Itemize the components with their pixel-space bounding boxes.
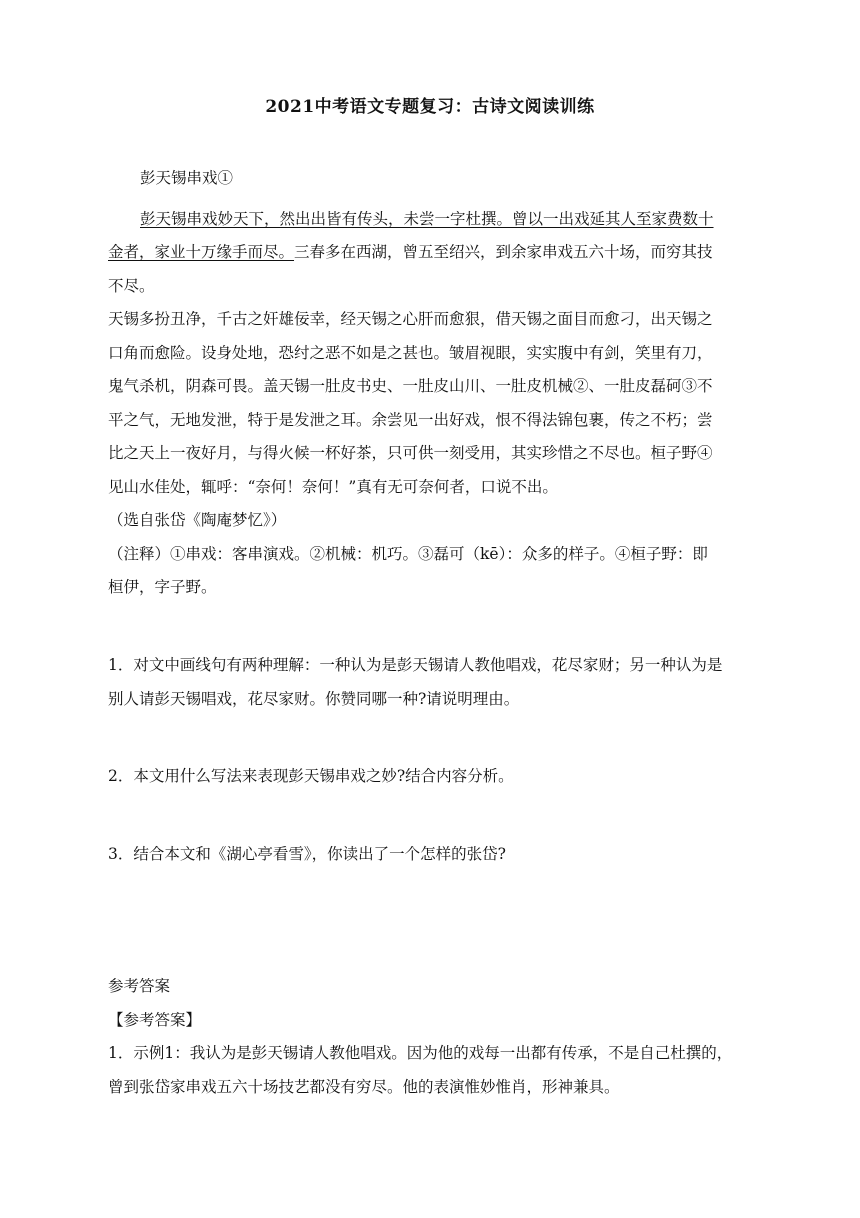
question-2: 2．本文用什么写法来表现彭天锡串戏之妙?结合内容分析。: [108, 767, 514, 785]
underlined-sentence-part1: 彭天锡串戏妙天下，然出出皆有传头，未尝一字杜撰。曾以一出戏延其人至家费数十: [140, 210, 714, 228]
passage-p1-line2: [108, 242, 768, 262]
passage-p2-line: 口角而愈险。设身处地，恐纣之恶不如是之甚也。皱眉视眼，实实腹中有剑，笑里有刀，: [108, 344, 713, 362]
passage-source: （选自张岱《陶庵梦忆》）: [108, 511, 287, 529]
passage-p2-line: 见山水佳处，辄呼：“奈何！奈何！”真有无可奈何者，口说不出。: [108, 478, 558, 496]
question-1-line: 别人请彭天锡唱戏，花尽家财。你赞同哪一种?请说明理由。: [108, 690, 520, 708]
passage-notes-line: （注释）①串戏：客串演戏。②机械：机巧。③磊可（kē）：众多的样子。④桓子野：即: [108, 545, 708, 563]
question-1-line: 1．对文中画线句有两种理解：一种认为是彭天锡请人教他唱戏，花尽家财；另一种认为是: [108, 656, 723, 674]
document-title: 2021中考语文专题复习：古诗文阅读训练: [265, 97, 595, 117]
passage-p2-line: 比之天上一夜好月，与得火候一杯好茶，只可供一刻受用，其实珍惜之不尽也。桓子野④: [108, 444, 713, 462]
passage-p1-line2-rest: 三春多在西湖，曾五至绍兴，到余家串戏五六十场，而穷其技: [294, 243, 713, 261]
passage-p1-line1: [140, 209, 800, 229]
passage-heading: 彭天锡串戏①: [140, 169, 234, 187]
passage-p2-line: 鬼气杀机，阴森可畏。盖天锡一肚皮书史、一肚皮山川、一肚皮机械②、一肚皮磊砢③不: [108, 377, 713, 395]
passage-notes-line: 桓伊，字子野。: [108, 578, 217, 596]
underlined-sentence-part2: 金者，家业十万缘手而尽。: [108, 243, 295, 261]
answers-bracket-title: 【参考答案】: [108, 1011, 202, 1029]
answer-1-line: 曾到张岱家串戏五六十场技艺都没有穷尽。他的表演惟妙惟肖，形神兼具。: [108, 1078, 620, 1096]
passage-p2-line: 天锡多扮丑净，千古之奸雄佞幸，经天锡之心肝而愈狠，借天锡之面目而愈刁，出天锡之: [108, 310, 713, 328]
answer-1-line: 1．示例1：我认为是彭天锡请人教他唱戏。因为他的戏每一出都有传承，不是自己杜撰的，: [108, 1044, 733, 1062]
passage-p1-line3: 不尽。: [108, 277, 155, 295]
question-3: 3．结合本文和《湖心亭看雪》，你读出了一个怎样的张岱?: [108, 845, 506, 863]
answers-section-title: 参考答案: [108, 977, 171, 995]
passage-p2-line: 平之气，无地发泄，特于是发泄之耳。余尝见一出好戏，恨不得法锦包裹，传之不朽；尝: [108, 411, 713, 429]
